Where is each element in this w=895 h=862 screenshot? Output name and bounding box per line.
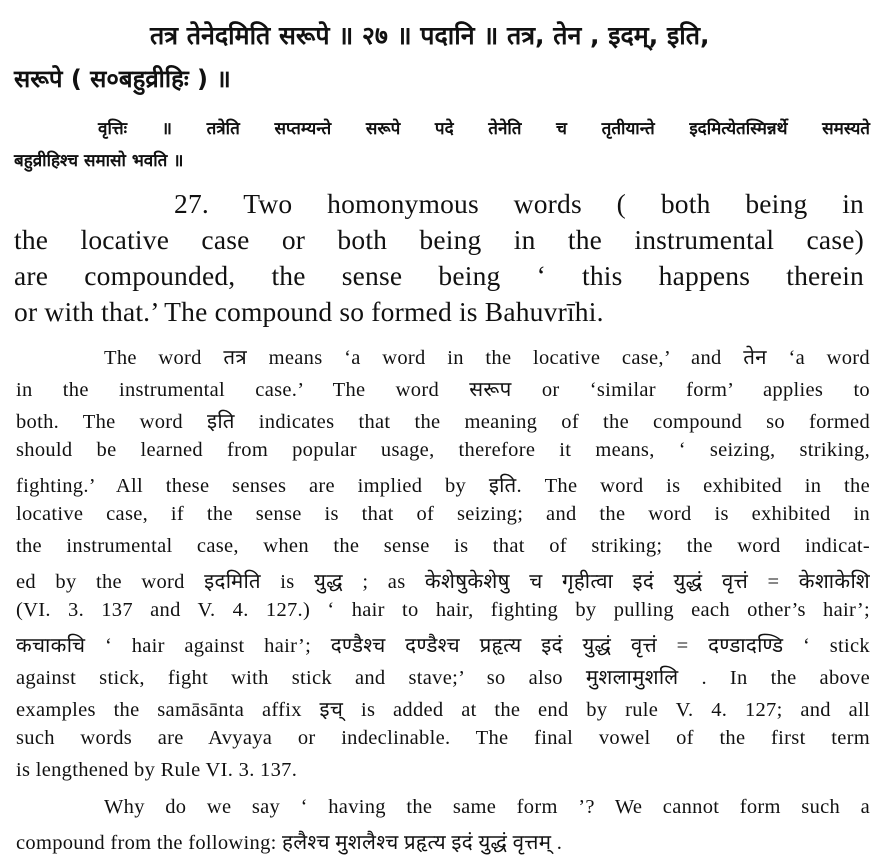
commentary-line-4: should be learned from popular usage, therefore it means, ‘ seizing, striking, (16, 439, 870, 461)
commentary-line-13: such words are Avyaya or indeclinable. The final vowel of the first term (16, 727, 870, 749)
sutra-line-1: तत्र तेनेदमिति सरूपे ॥ २७ ॥ पदानि ॥ तत्र, तेन , इदम्, इति, (150, 21, 710, 50)
question-line-2: compound from the following: हलैश्च मुशलैश्च प्रहृत्य इदं युद्धं वृत्तम् . (16, 832, 563, 854)
vritti-line-1: वृत्तिः ॥ तत्रेति सप्तम्यन्ते सरूपे पदे तेनेति च तृतीयान्ते इदमित्येतस्मिन्नर्थे समस्यते (98, 119, 870, 139)
commentary-line-10: कचाकचि ‘ hair against hair’; दण्डैश्च दण्डैश्च प्रहृत्य इदं युद्धं वृत्तं = दण्डादण्डि ‘ stick (16, 635, 870, 657)
commentary-line-3: both. The word इति indicates that the meaning of the compound so formed (16, 411, 870, 433)
commentary-line-5: fighting.’ All these senses are implied by इति. The word is exhibited in the (16, 475, 870, 497)
translation-line-2: the locative case or both being in the instrumental case) (14, 224, 864, 255)
commentary-line-9: (VI. 3. 137 and V. 4. 127.) ‘ hair to hair, fighting by pulling each other’s hair’; (16, 599, 870, 621)
commentary-line-12: examples the samāsānta affix इच् is added at the end by rule V. 4. 127; and all (16, 699, 870, 721)
translation-line-3: are compounded, the sense being ‘ this happens therein (14, 260, 864, 291)
translation-line-4: or with that.’ The compound so formed is Bahuvrīhi. (14, 296, 604, 327)
commentary-line-14: is lengthened by Rule VI. 3. 137. (16, 759, 298, 781)
commentary-line-7: the instrumental case, when the sense is that of striking; the word indicat- (16, 535, 870, 557)
commentary-line-1: The word तत्र means ‘a word in the locative case,’ and तेन ‘a word (104, 347, 870, 369)
commentary-line-11: against stick, fight with stick and stave;’ so also मुशलामुशलि . In the above (16, 667, 870, 689)
translation-line-1: 27. Two homonymous words ( both being in (174, 188, 864, 219)
question-line-1: Why do we say ‘ having the same form ’? We cannot form such a (104, 796, 870, 818)
commentary-line-2: in the instrumental case.’ The word सरूप or ‘similar form’ applies to (16, 379, 870, 401)
vritti-line-2: बहुव्रीहिश्च समासो भवति ॥ (14, 151, 184, 171)
commentary-line-8: ed by the word इदमिति is युद्ध ; as केशेषुकेशेषु च गृहीत्वा इदं युद्धं वृत्तं = केशाकेशि (16, 571, 870, 593)
commentary-line-6: locative case, if the sense is that of seizing; and the word is exhibited in (16, 503, 870, 525)
sutra-line-2: सरूपे ( स०बहुव्रीहिः ) ॥ (14, 65, 231, 93)
